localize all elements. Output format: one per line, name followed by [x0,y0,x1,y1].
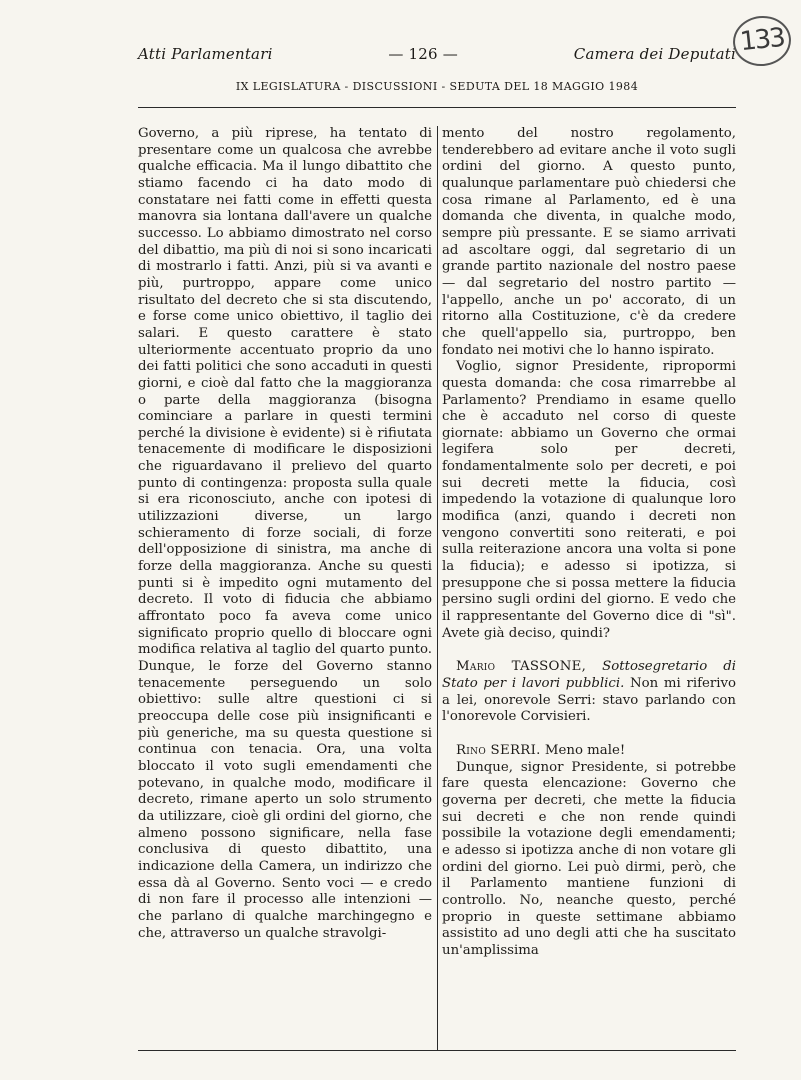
bottom-rule [138,1050,736,1051]
speaker-text-serri: Meno male! [544,742,626,758]
speaker-text-tassone: Non mi riferivo a lei, onorevole Serri: stavo parlando con l'onorevole Corvisieri. [442,676,737,725]
speaker-role-tassone: Sottosegretario di Stato per i lavori pubblici. [442,659,736,691]
column-divider [437,126,438,1050]
left-column [138,126,432,942]
paragraph-3: Dunque, signor Presidente, si potrebbe fare questa elencazione: Governo che governa per decreti, che mette la fiducia sui decreti e che non rende quindi possibile la votazione degli emendamenti; e adesso si ipotizza anche di non votare gli ordini del giorno. Lei può dirmi, però, che il Parlamento mantiene funzioni di controllo. No, neanche questo, perché proprio in queste settimane abbiamo assistito ad uno degli atti che ha suscitato un'amplissima [442,759,736,958]
right-column [442,126,736,960]
speaker-tassone [442,659,736,726]
publication-title: Atti Parlamentari [138,45,273,63]
page-stamp: 133 [731,13,794,69]
chamber-name: Camera dei Deputati [573,45,736,63]
page-number: — 126 — [388,45,458,63]
speaker-name-tassone: Mario TASSONE, [456,659,587,675]
speaker-name-serri: Rino SERRI. [456,742,541,758]
running-head [138,40,736,68]
paragraph-2: Voglio, signor Presidente, ripropormi questa domanda: che cosa rimarrebbe al Parlamento? Prendiamo in esame quello che è accaduto nel corso di queste giornate: abbiamo un Governo che ormai legifera solo per decreti, fondamentalmente solo per decreti, e poi sui decreti mette la fiducia, così impedendo la votazione di qualunque loro modifica (anzi, quando i decreti non vengono convertiti sono reiterati, e poi sulla reiterazione ancora una volta si pone la fiducia); e adesso si ipotizza, si presuppone che si possa mettere la fiducia persino sugli ordini del giorno. E vedo che il rappresentante del Governo dice di "sì". Avete già deciso, quindi? [442,359,736,641]
speaker-serri [442,743,736,760]
session-line: IX LEGISLATURA - DISCUSSIONI - SEDUTA DEL 18 MAGGIO 1984 [235,80,639,93]
top-rule [138,107,736,108]
left-column-text: Governo, a più riprese, ha tentato di presentare come un qualcosa che avrebbe qualche efficacia. Ma il lungo dibattito che stiamo facendo ci ha dato modo di constatare nei fatti come in effetti questa manovra sia lontana dall'avere un qualche successo. Lo abbiamo dimostrato nel corso del dibattio, ma più di noi si sono incaricati di mostrarlo i fatti. Anzi, più si va avanti e più, purtroppo, appare come unico risultato del decreto che si sta discutendo, e forse come unico obiettivo, il taglio dei salari. E questo carattere è stato ulteriormente accentuato proprio da uno dei fatti politici che sono accaduti in questi giorni, e cioè dal fatto che la maggioranza o parte della maggioranza (bisogna cominciare a parlare in questi termini perché la divisione è evidente) si è rifiutata tenacemente di modificare le disposizioni che riguardavano il prelievo del quarto punto di contingenza: proposta sulla quale si era riconosciuto, anche con ipotesi di utilizzazioni diverse, un largo schieramento di forze sociali, di forze dell'opposizione di sinistra, ma anche di forze della maggioranza. Anche su questi punti si è impedito ogni mutamento del decreto. Il voto di fiducia che abbiamo affrontato poco fa aveva come unico significato proprio quello di bloccare ogni modifica relativa al taglio del quarto punto. Dunque, le forze del Governo stanno tenacemente perseguendo un solo obiettivo: sulle altre questioni ci si preoccupa delle cose più insignificanti e più generiche, ma su questa questione si continua con tenacia. Ora, una volta bloccato il voto sugli emendamenti che potevano, in qualche modo, modificare il decreto, rimane aperto un solo strumento da utilizzare, cioè gli ordini del giorno, che almeno possono significare, nella fase conclusiva di questo dibattito, una indicazione della Camera, un indirizzo che essa dà al Governo. Sento voci — e credo di non fare il processo alle intenzioni — che parlano di qualche marchingegno e che, attraverso un qualche stravolgi- [138,126,432,941]
paragraph-1: mento del nostro regolamento, tenderebbero ad evitare anche il voto sugli ordini del giorno. A questo punto, qualunque parlamentare può chiedersi che cosa rimane al Parlamento, ed è una domanda che diventa, in qualche modo, sempre più pressante. E se siamo arrivati ad ascoltare oggi, dal segretario di un grande partito nazionale del nostro paese — dal segretario del nostro partito — l'appello, anche un po' accorato, di un ritorno alla Costituzione, c'è da credere che quell'appello sia, purtroppo, ben fondato nei motivi che lo hanno ispirato. [442,126,736,358]
